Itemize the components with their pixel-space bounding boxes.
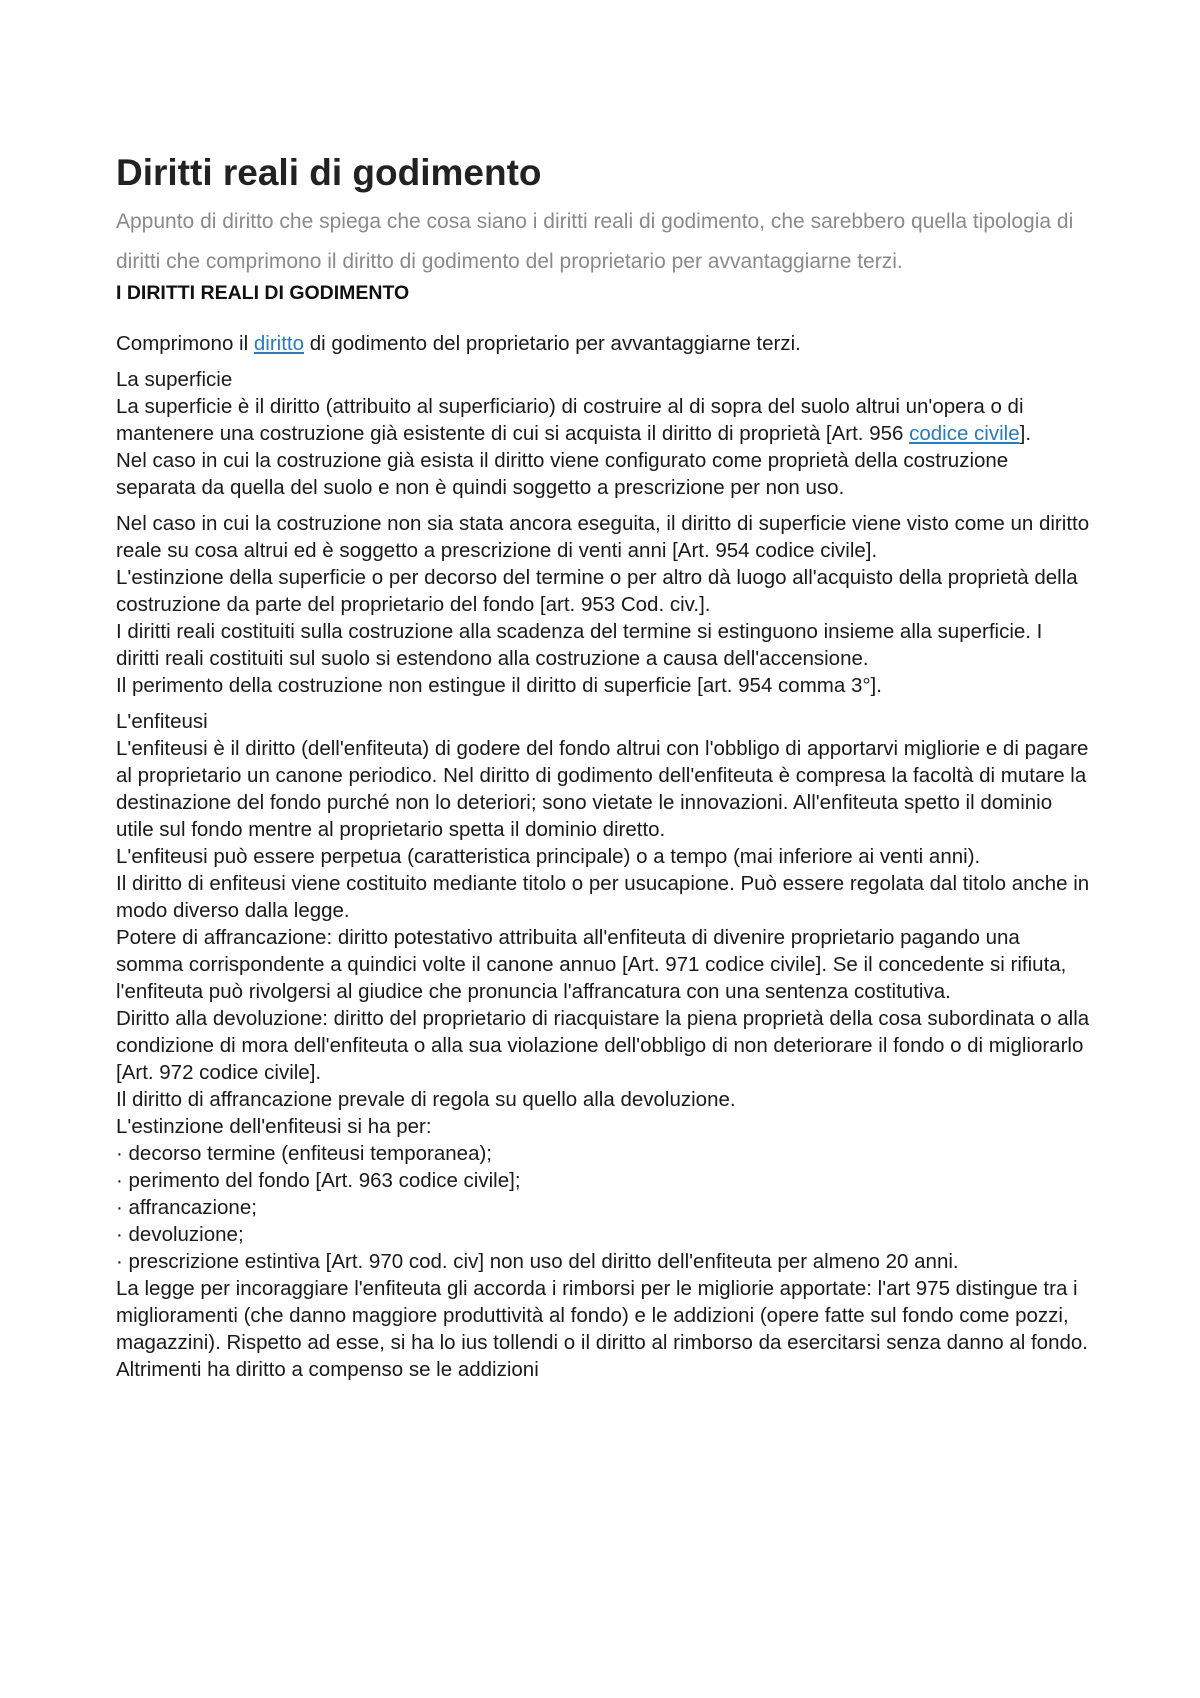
superficie-paragraph-4: L'estinzione della superficie o per decorso del termine o per altro dà luogo all'acquisto della proprietà della costruzione da parte del proprietario del fondo [art. 953 Cod. civ.]. (116, 566, 1078, 616)
enfiteusi-paragraph-8: La legge per incoraggiare l'enfiteuta gli accorda i rimborsi per le migliorie apportate: l'art 975 distingue tra i miglioramenti (che danno maggiore produttività al fondo) e le addizioni (opere fatte sul fondo come pozzi, magazzini). Rispetto ad esse, si ha lo ius tollendi o il diritto al rimborso da esercitarsi senza danno al fondo. Altrimenti ha diritto a compenso se le addizioni (116, 1277, 1088, 1381)
section-heading: I DIRITTI REALI DI GODIMENTO (116, 282, 410, 304)
intro-text-before: Comprimono il (116, 332, 254, 355)
superficie-heading: La superficie (116, 368, 233, 391)
enfiteusi-paragraph-4: Potere di affrancazione: diritto potestativo attribuita all'enfiteuta di divenire proprietario pagando una somma corrispondente a quindici volte il canone annuo [Art. 971 codice civile]. Se il concedente si rifiuta, l'enfiteuta può rivolgersi al giudice che pronuncia l'affrancatura con una sentenza costitutiva. (116, 926, 1067, 1003)
superficie-p1-text: La superficie è il diritto (attribuito al superficiario) di costruire al di sopra del suolo altrui un'opera o di mantenere una costruzione già esistente di cui si acquista il diritto di proprietà [Art. 956 (116, 395, 1024, 445)
superficie-paragraph-3: Nel caso in cui la costruzione non sia stata ancora eseguita, il diritto di superficie viene visto come un diritto reale su cosa altrui ed è soggetto a prescrizione di venti anni [Art. 954 codice civile]. (116, 512, 1090, 562)
enfiteusi-paragraph-5: Diritto alla devoluzione: diritto del proprietario di riacquistare la piena proprietà della cosa subordinata o alla condizione di mora dell'enfiteuta o alla sua violazione dell'obbligo di non deteriorare il fondo o di migliorarlo [Art. 972 codice civile]. (116, 1007, 1090, 1084)
page-subtitle: Appunto di diritto che spiega che cosa siano i diritti reali di godimento, che sarebbero quella tipologia di diritti che comprimono il diritto di godimento del proprietario per avvantaggiarne terzi. (116, 210, 1074, 273)
enfiteusi-paragraph-1: L'enfiteusi è il diritto (dell'enfiteuta) di godere del fondo altrui con l'obbligo di apportarvi migliorie e di pagare al proprietario un canone periodico. Nel diritto di godimento dell'enfiteuta è compresa la facoltà di mutare la destinazione del fondo purché non lo deteriori; sono vietate le innovazioni. All'enfiteuta spetto il dominio utile sul fondo mentre al proprietario spetta il dominio diretto. (116, 737, 1089, 841)
superficie-paragraph-6: Il perimento della costruzione non estingue il diritto di superficie [art. 954 comma 3°]. (116, 674, 882, 697)
intro-text-after: di godimento del proprietario per avvantaggiarne terzi. (304, 332, 801, 355)
page-title: Diritti reali di godimento (116, 152, 542, 193)
enfiteusi-paragraph-7: L'estinzione dell'enfiteusi si ha per: (116, 1115, 432, 1138)
list-item: · decorso termine (enfiteusi temporanea); (116, 1142, 493, 1165)
list-item: · perimento del fondo [Art. 963 codice civile]; (116, 1169, 521, 1192)
list-item: · affrancazione; (116, 1196, 257, 1219)
superficie-paragraph-2: Nel caso in cui la costruzione già esista il diritto viene configurato come proprietà della costruzione separata da quella del suolo e non è quindi soggetto a prescrizione per non uso. (116, 449, 1009, 499)
superficie-paragraph-5: I diritti reali costituiti sulla costruzione alla scadenza del termine si estinguono insieme alla superficie. I diritti reali costituiti sul suolo si estendono alla costruzione a causa dell'accensione. (116, 620, 1043, 670)
intro-paragraph (116, 330, 1091, 357)
enfiteusi-heading: L'enfiteusi (116, 710, 208, 733)
enfiteusi-paragraph-3: Il diritto di enfiteusi viene costituito mediante titolo o per usucapione. Può essere regolata dal titolo anche in modo diverso dalla legge. (116, 872, 1090, 922)
enfiteusi-paragraph-2: L'enfiteusi può essere perpetua (caratteristica principale) o a tempo (mai inferiore ai venti anni). (116, 845, 981, 868)
superficie-paragraph-1 (116, 393, 1091, 447)
superficie-p1-end: ]. (1019, 422, 1032, 445)
list-item: · devoluzione; (116, 1223, 244, 1246)
codice-civile-link[interactable]: codice civile (909, 422, 1020, 445)
enfiteusi-paragraph-6: Il diritto di affrancazione prevale di regola su quello alla devoluzione. (116, 1088, 736, 1111)
diritto-link[interactable]: diritto (253, 332, 304, 355)
document-body (116, 150, 1091, 1383)
list-item: · prescrizione estintiva [Art. 970 cod. civ] non uso del diritto dell'enfiteuta per almeno 20 anni. (116, 1250, 959, 1273)
